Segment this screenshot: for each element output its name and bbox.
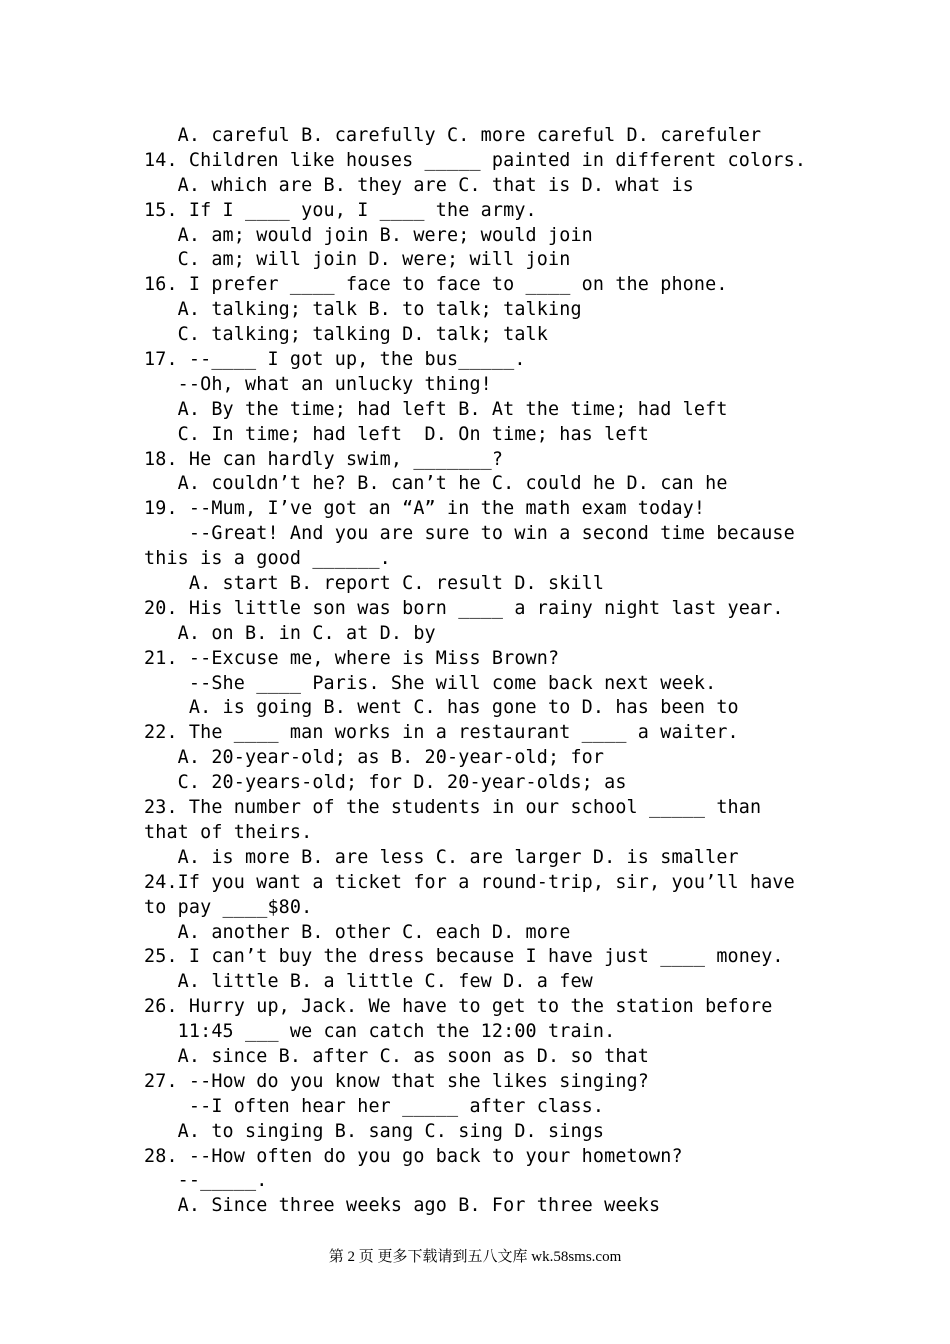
text-line: 26. Hurry up, Jack. We have to get to the station before [144,996,773,1018]
text-line: --She ____ Paris. She will come back next week. [144,672,717,694]
text-line: 17. --____ I got up, the bus_____. [144,349,526,371]
text-line: A. start B. report C. result D. skill [144,573,605,595]
text-line: A. since B. after C. as soon as D. so that [144,1045,649,1067]
text-line: 14. Children like houses _____ painted in different colors. [144,149,807,171]
text-line: A. 20-year-old; as B. 20-year-old; for [144,747,605,769]
text-line: A. to singing B. sang C. sing D. sings [144,1120,605,1142]
text-line: 22. The ____ man works in a restaurant ____ a waiter. [144,722,739,744]
text-line: A. talking; talk B. to talk; talking [144,299,582,321]
text-line: C. In time; had left D. On time; has left [144,423,649,445]
text-line: 24.If you want a ticket for a round-trip, sir, you’ll have [144,871,795,893]
text-line: C. 20-years-old; for D. 20-year-olds; as [144,772,627,794]
text-line: this is a good ______. [144,548,391,570]
text-line: --Great! And you are sure to win a second time because [144,523,795,545]
text-line: 18. He can hardly swim, _______? [144,448,504,470]
text-line: A. careful B. carefully C. more careful D. carefuler [144,125,762,146]
text-line: 21. --Excuse me, where is Miss Brown? [144,647,560,669]
text-line: C. talking; talking D. talk; talk [144,324,548,346]
text-line: A. another B. other C. each D. more [144,921,571,943]
text-line: to pay ____$80. [144,896,313,918]
text-line: 20. His little son was born ____ a rainy night last year. [144,597,784,619]
text-line: 19. --Mum, I’ve got an “A” in the math exam today! [144,498,706,520]
text-line: A. on B. in C. at D. by [144,622,436,644]
text-line: 25. I can’t buy the dress because I have just ____ money. [144,946,784,968]
text-line: 28. --How often do you go back to your hometown? [144,1145,683,1167]
text-line: that of theirs. [144,821,313,843]
text-line: A. couldn’t he? B. can’t he C. could he D. can he [144,473,728,495]
text-line: --Oh, what an unlucky thing! [144,373,492,395]
text-line: C. am; will join D. were; will join [144,249,571,271]
text-line: A. Since three weeks ago B. For three weeks [144,1195,661,1217]
text-line: A. little B. a little C. few D. a few [144,971,593,993]
text-line: A. is more B. are less C. are larger D. is smaller [144,846,739,868]
text-line: 15. If I ____ you, I ____ the army. [144,199,537,221]
text-line: --I often hear her _____ after class. [144,1095,605,1117]
question-text [144,124,844,1219]
text-line: A. By the time; had left B. At the time; had left [144,398,728,420]
text-line: 27. --How do you know that she likes singing? [144,1070,649,1092]
text-line: 11:45 ___ we can catch the 12:00 train. [144,1021,616,1043]
text-line: --_____. [144,1170,268,1192]
page-footer: 第 2 页 更多下载请到五八文库 wk.58sms.com [328,1249,622,1265]
text-line: A. am; would join B. were; would join [144,224,593,246]
text-line: 16. I prefer ____ face to face to ____ on the phone. [144,274,728,296]
text-line: 23. The number of the students in our school _____ than [144,797,762,819]
text-line: A. which are B. they are C. that is D. what is [144,174,694,196]
text-line: A. is going B. went C. has gone to D. has been to [144,697,739,719]
